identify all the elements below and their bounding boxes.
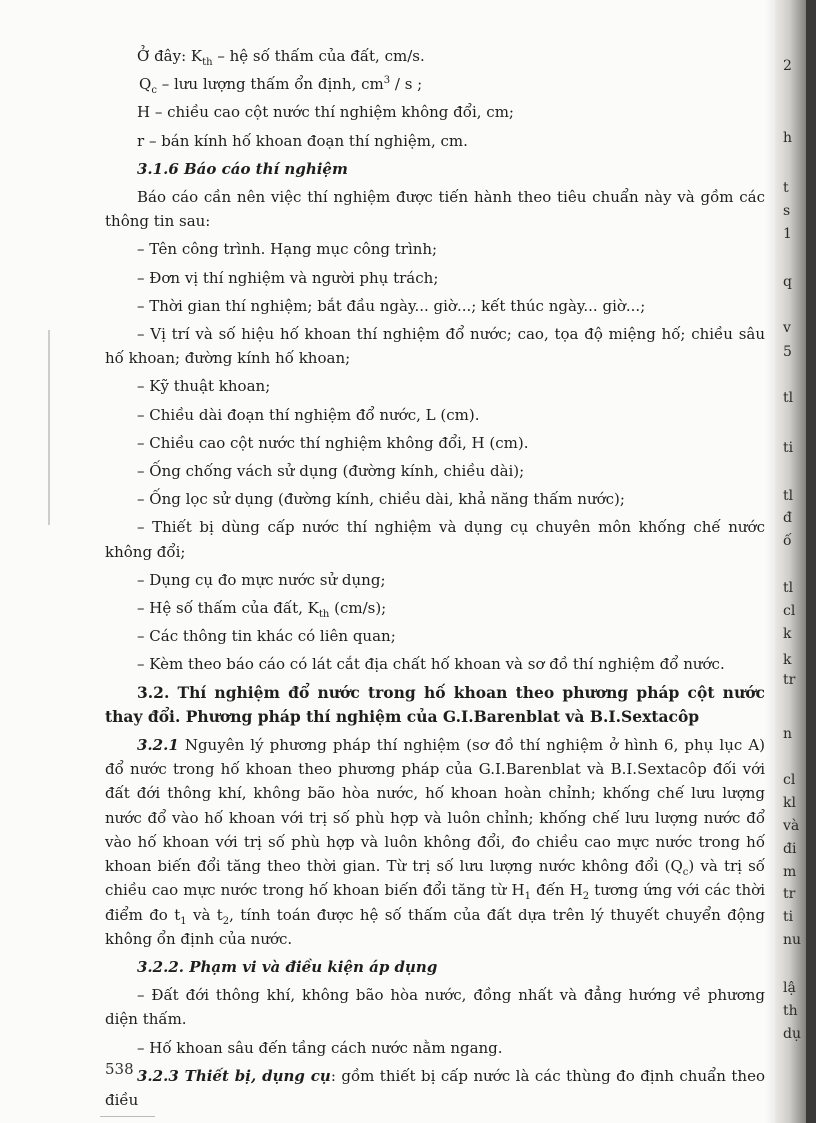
qc-definition xyxy=(105,72,765,96)
kth-item-rest: (cm/s); xyxy=(329,599,387,618)
kth-item-sub: th xyxy=(318,609,330,621)
margin-fragment: kl xyxy=(783,795,796,811)
p321-e: và t xyxy=(186,905,223,924)
p321-c: đến H xyxy=(531,881,583,900)
margin-fragment: th xyxy=(783,1003,798,1019)
report-item: – Các thông tin khác có liên quan; xyxy=(137,627,396,646)
p321-b: ) và trị số chiều cao mực nước trong hố khoan biến đổi tăng từ H xyxy=(105,857,765,900)
r-definition: r – bán kính hố khoan đoạn thí nghiệm, cm. xyxy=(137,131,468,150)
margin-fragment: đi xyxy=(783,841,797,857)
report-item: – Ống lọc sử dụng (đường kính, chiều dài, khả năng thấm nước); xyxy=(137,490,625,509)
section-32-heading: 3.2. Thí nghiệm đổ nước trong hố khoan theo phương pháp cột nước thay đổi. Phương pháp thí nghiệm của G.I.Barenblat và B.I.Sextacôp xyxy=(105,682,765,726)
page-content xyxy=(105,44,765,1112)
report-item: – Kèm theo báo cáo có lát cắt địa chất hố khoan và sơ đồ thí nghiệm đổ nước. xyxy=(137,655,725,674)
margin-fragment: t xyxy=(783,180,789,196)
scope-item: – Đất đới thông khí, không bão hòa nước, đồng nhất và đẳng hướng về phương diện thấm. xyxy=(105,986,765,1029)
p321-f: , tính toán được hệ số thấm của đất dựa trên lý thuyết chuyển động không ổn định của nước. xyxy=(105,905,765,948)
qc-sup: 3 xyxy=(383,75,391,87)
p321-sub-t1: 1 xyxy=(180,915,187,927)
section-322-heading: 3.2.2. Phạm vi và điều kiện áp dụng xyxy=(137,957,438,976)
p321-sub-2: 2 xyxy=(582,891,590,903)
margin-fragment: tr xyxy=(783,672,796,688)
report-item-kth xyxy=(105,596,765,620)
margin-fragment: v xyxy=(783,320,791,336)
p321-a: Nguyên lý phương pháp thí nghiệm (sơ đồ thí nghiệm ở hình 6, phụ lục A) đổ nước trong hố khoan theo phương pháp của G.I.Barenblat và B.I.Sextacôp đối với đất đới thông khí, không bão hòa nước, hố khoan hoàn chỉnh; khống chế lưu lượng nước đổ vào hố khoan với trị số phù hợp và luôn chỉnh; khống chế lưu lượng nước đổ vào hố khoan với trị số phù hợp và luôn không đổi, đo chiều cao mực nước trong hố khoan biến đổi tăng theo thời gian. Từ trị số lưu lượng nước không đổi (Q xyxy=(105,736,765,876)
page-number: 538 xyxy=(105,1060,134,1078)
p321-sub-t2: 2 xyxy=(222,915,230,927)
section-323-paragraph xyxy=(105,1064,765,1112)
margin-fragment: tr xyxy=(783,886,796,902)
margin-fragment: tl xyxy=(783,488,794,504)
report-item: – Thời gian thí nghiệm; bắt đầu ngày... giờ...; kết thúc ngày... giờ...; xyxy=(137,296,646,315)
binding-mark xyxy=(48,330,50,525)
section-316-paragraph: Báo cáo cần nên việc thí nghiệm được tiến hành theo tiêu chuẩn này và gồm các thông tin sau: xyxy=(105,188,765,231)
margin-fragment: q xyxy=(783,274,792,290)
margin-fragment: 2 xyxy=(783,58,792,74)
bottom-rule xyxy=(100,1116,155,1117)
section-323-label: 3.2.3 Thiết bị, dụng cụ xyxy=(137,1066,331,1085)
kth-sub: th xyxy=(202,57,213,68)
qc-rest: – lưu lượng thấm ổn định, cm xyxy=(156,75,384,94)
report-item: – Đơn vị thí nghiệm và người phụ trách; xyxy=(137,268,439,287)
page-edge xyxy=(806,0,816,1123)
margin-fragment: nu xyxy=(783,932,802,948)
margin-fragment: tl xyxy=(783,580,794,596)
p321-d: tương ứng với các thời điểm đo t xyxy=(105,881,765,924)
section-316-heading: 3.1.6 Báo cáo thí nghiệm xyxy=(137,159,348,178)
margin-fragment: h xyxy=(783,130,793,146)
qc-sub: c xyxy=(151,85,157,97)
margin-fragment: k xyxy=(783,652,792,668)
margin-fragment: và xyxy=(783,818,800,834)
report-item: – Kỹ thuật khoan; xyxy=(137,377,271,396)
report-item: – Chiều cao cột nước thí nghiệm không đổi, H (cm). xyxy=(137,433,529,452)
margin-fragment: cl xyxy=(783,772,796,788)
report-item: – Ống chống vách sử dụng (đường kính, chiều dài); xyxy=(137,462,525,481)
scope-item: – Hố khoan sâu đến tầng cách nước nằm ngang. xyxy=(137,1038,503,1057)
section-321-paragraph xyxy=(105,733,765,951)
qc-text: Q xyxy=(139,75,152,94)
margin-fragment: lậ xyxy=(783,980,796,996)
margin-fragment: đ xyxy=(783,510,792,526)
kth-definition xyxy=(105,44,765,68)
report-item: – Vị trí và số hiệu hố khoan thí nghiệm đổ nước; cao, tọa độ miệng hố; chiều sâu hố khoan; đường kính hố khoan; xyxy=(105,325,765,368)
margin-fragment: 5 xyxy=(783,344,792,360)
p321-sub-1: 1 xyxy=(524,891,532,903)
margin-fragment: s xyxy=(783,203,791,219)
kth-rest: – hệ số thấm của đất, cm/s. xyxy=(212,47,425,65)
qc-end: / s ; xyxy=(390,75,423,94)
section-321-label: 3.2.1 xyxy=(137,736,179,755)
margin-fragment: ti xyxy=(783,909,794,925)
p321-sub-c: c xyxy=(682,867,689,879)
kth-text: Ở đây: K xyxy=(137,47,203,65)
section-323-text: : gồm thiết bị cấp nước là các thùng đo định chuẩn theo điều xyxy=(105,1066,765,1109)
margin-fragment: ti xyxy=(783,440,794,456)
report-item: – Tên công trình. Hạng mục công trình; xyxy=(137,240,438,259)
margin-fragment: k xyxy=(783,626,792,642)
margin-fragment: 1 xyxy=(783,226,792,242)
report-item: – Chiều dài đoạn thí nghiệm đổ nước, L (cm). xyxy=(137,405,480,424)
margin-fragment: dụ xyxy=(783,1026,801,1042)
margin-fragment: ố xyxy=(783,533,792,549)
margin-fragment: tl xyxy=(783,390,794,406)
report-item: – Dụng cụ đo mực nước sử dụng; xyxy=(137,570,386,589)
margin-fragment: cl xyxy=(783,603,796,619)
margin-fragment: n xyxy=(783,726,793,742)
report-item: – Thiết bị dùng cấp nước thí nghiệm và dụng cụ chuyên môn khống chế nước không đổi; xyxy=(105,518,765,561)
h-definition: H – chiều cao cột nước thí nghiệm không đổi, cm; xyxy=(137,103,514,122)
margin-fragment: m xyxy=(783,864,797,880)
kth-item-text: – Hệ số thấm của đất, K xyxy=(137,599,319,618)
